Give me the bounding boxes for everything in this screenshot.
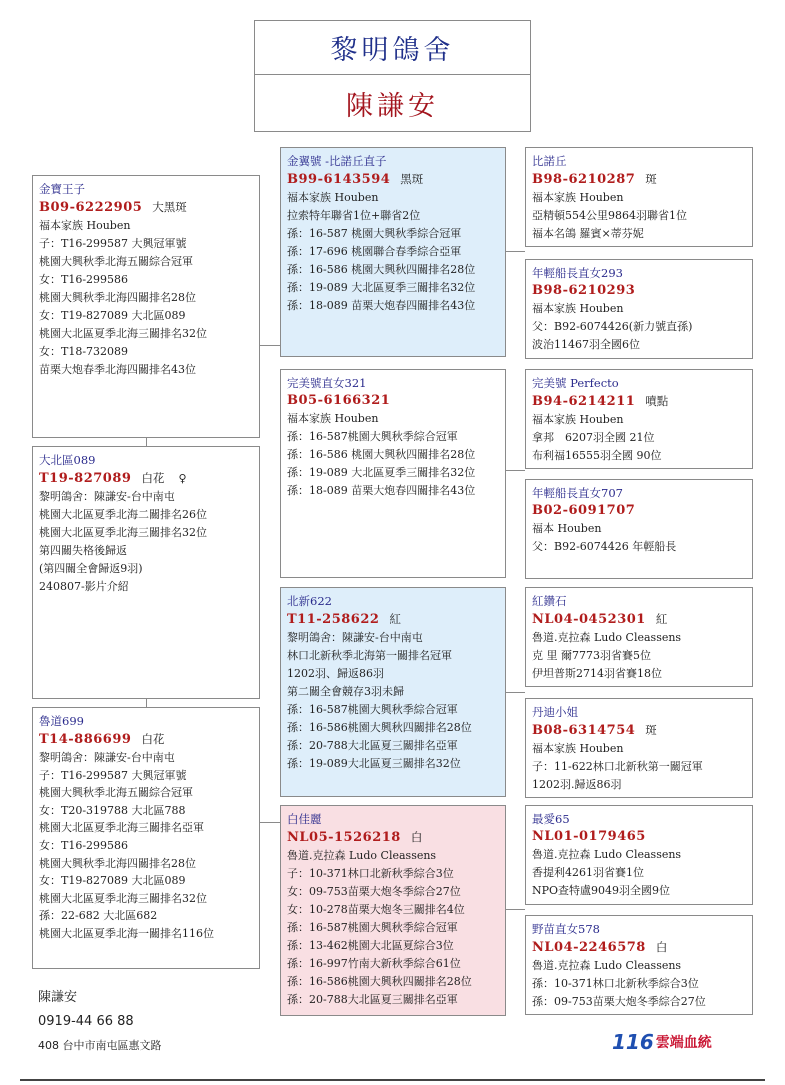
detail-line: 亞精頓554公里9864羽聯省1位 [532, 209, 687, 222]
detail-line: 孫：19-089 大北區夏季三關排名32位 [287, 281, 476, 294]
detail-line: 女：09-753苗栗大炮冬季綜合27位 [287, 885, 461, 898]
detail-line: 桃園大興秋季北海五關綜合冠軍 [39, 786, 193, 800]
logo-text: 雲端血統 [655, 1035, 712, 1051]
detail-line: 布利福16555羽全國 90位 [532, 449, 662, 462]
ring-number: NL05-1526218 [287, 830, 401, 845]
pigeon-color: 紅 [655, 612, 668, 626]
detail-line: 魯道.克拉森 Ludo Cleassens [532, 959, 682, 972]
ring-number: NL04-2246578 [532, 940, 646, 955]
pigeon-details [287, 410, 499, 500]
pigeon-color: 黑斑 [400, 172, 424, 186]
detail-line: 桃園大北區夏季北海三關排名32位 [39, 327, 207, 340]
sex-icon: ♀ [178, 472, 187, 485]
detail-line: 子：T16-299587 大興冠軍號 [39, 237, 187, 250]
detail-line: 孫：19-089大北區夏三關排名32位 [287, 757, 461, 770]
pigeon-card-dam-sire [280, 587, 506, 797]
pigeon-name: 野苗直女578 [532, 922, 600, 936]
ring-number: T19-827089 [39, 471, 132, 486]
detail-line: 女：T18-732089 [39, 345, 129, 358]
ring-number: B98-6210293 [532, 283, 636, 298]
pigeon-name: 金寶王子 [39, 182, 85, 196]
pigeon-details [287, 847, 499, 1009]
connector [259, 822, 281, 823]
pigeon-name: 年輕船長直女707 [532, 486, 623, 500]
detail-line: 福本 Houben [532, 522, 602, 535]
pigeon-card-sdd [525, 479, 753, 579]
detail-line: 桃園大北區夏季北海三關排名32位 [39, 526, 207, 539]
ring-number: NL01-0179465 [532, 829, 646, 844]
detail-line: 女：T16-299586 [39, 273, 129, 286]
pigeon-color: 紅 [389, 612, 401, 626]
pigeon-details [39, 217, 253, 379]
detail-line: 林口北新秋季北海第一關排名冠軍 [287, 649, 452, 662]
pigeon-color: 噴點 [645, 394, 669, 408]
connector [505, 470, 525, 471]
owner-phone: 0919-44 66 88 [38, 1014, 134, 1029]
detail-line: 子：10-371林口北新秋季綜合3位 [287, 867, 454, 880]
detail-line: 父：B92-6074426 年輕船長 [532, 540, 677, 553]
pigeon-name: 魯道699 [39, 714, 84, 728]
detail-line: (第四關全會歸返9羽) [39, 562, 143, 575]
detail-line: 桃園大興秋季北海四關排名28位 [39, 291, 196, 304]
detail-line: 魯道.克拉森 Ludo Cleassens [532, 848, 682, 861]
pigeon-name: 丹迪小姐 [532, 705, 578, 719]
ring-number: B99-6143594 [287, 172, 391, 187]
pigeon-card-sss [525, 147, 753, 247]
loft-name: 黎明鴿舍 [255, 21, 530, 75]
detail-line: 孫：19-089 大北區夏季三關排名32位 [287, 466, 476, 479]
detail-line: 孫：16-587桃園大興秋季綜合冠軍 [287, 430, 458, 443]
pigeon-card-sds [525, 369, 753, 469]
detail-line: 黎明鴿舍：陳謙安-台中南屯 [39, 751, 175, 764]
detail-line: 拿邦 6207羽全國 21位 [532, 431, 655, 444]
header-box [254, 20, 531, 132]
pigeon-name: 年輕船長直女293 [532, 266, 623, 280]
pigeon-card-sire-dam [280, 369, 506, 578]
detail-line: 孫：22-682 大北區682 [39, 909, 158, 923]
detail-line: 魯道.克拉森 Ludo Cleassens [532, 631, 682, 644]
pigeon-name: 比諾丘 [532, 154, 567, 168]
detail-line: 桃園大興秋季北海五關綜合冠軍 [39, 255, 193, 268]
detail-line: 桃園大北區夏季北海三關排名32位 [39, 891, 207, 905]
detail-line: 孫：13-462桃園大北區夏綜合3位 [287, 939, 454, 952]
detail-line: 女：10-278苗栗大炮冬三關排名4位 [287, 903, 465, 916]
detail-line: 子：T16-299587 大興冠軍號 [39, 768, 187, 782]
detail-line: 伊坦普斯2714羽省賽18位 [532, 667, 662, 680]
detail-line: 孫：16-586 桃園大興秋四關排名28位 [287, 263, 476, 276]
pigeon-card-sire [32, 175, 260, 438]
ring-number: T14-886699 [39, 732, 132, 747]
pigeon-name: 紅鑽石 [532, 594, 567, 608]
pigeon-name: 大北區089 [39, 453, 96, 467]
pigeon-name: 金翼號 -比諾丘直子 [287, 154, 387, 168]
pigeon-card-dam [32, 707, 260, 969]
pigeon-name: 白佳麗 [287, 812, 322, 826]
pigeon-details [287, 189, 499, 315]
owner-contact-name: 陳謙安 [38, 990, 78, 1005]
detail-line: 孫：17-696 桃園聯合春季綜合亞軍 [287, 245, 462, 258]
detail-line: 女：T16-299586 [39, 838, 129, 852]
detail-line: 第二關全會競存3羽未歸 [287, 685, 404, 698]
detail-line: 孫：16-587桃園大興秋季綜合冠軍 [287, 703, 458, 716]
logo-number: 116 [612, 1030, 654, 1054]
connector [505, 692, 525, 693]
detail-line: 孫：18-089 苗栗大炮春四關排名43位 [287, 299, 476, 312]
detail-line: 女：T19-827089 大北區089 [39, 309, 186, 322]
detail-line: 孫：16-587 桃園大興秋季綜合冠軍 [287, 227, 462, 240]
pigeon-details [39, 488, 253, 596]
pigeon-card-dam-dam [280, 805, 506, 1016]
detail-line: 克 里 爾7773羽省賽5位 [532, 649, 651, 662]
pigeon-card-dsd [525, 698, 753, 798]
owner-name: 陳謙安 [346, 91, 439, 122]
pigeon-name: 北新622 [287, 594, 332, 608]
detail-line: 孫：20-788大北區夏三關排名亞軍 [287, 739, 458, 752]
pigeon-name: 完美號直女321 [287, 376, 367, 390]
pigeon-card-ddd [525, 915, 753, 1015]
detail-line: 拉索特年聯省1位+聯省2位 [287, 209, 421, 222]
detail-line: 福本家族 Houben [39, 219, 131, 232]
connector [505, 909, 525, 910]
detail-line: 孫：16-586桃園大興秋四關排名28位 [287, 721, 472, 734]
ring-number: B02-6091707 [532, 503, 636, 518]
owner-contact [38, 986, 162, 1058]
detail-line: 1202羽、歸返86羽 [287, 667, 384, 680]
detail-line: 波治11467羽全國6位 [532, 338, 640, 351]
detail-line: 福本家族 Houben [287, 191, 379, 204]
detail-line: 黎明鴿舍：陳謙安-台中南屯 [287, 631, 423, 644]
bottom-divider [20, 1079, 765, 1081]
detail-line: 福本家族 Houben [532, 302, 624, 315]
pigeon-details [287, 629, 499, 773]
pigeon-color: 白 [410, 830, 423, 844]
pigeon-color: 大黑斑 [152, 200, 187, 214]
pigeon-color: 斑 [645, 172, 657, 186]
pigeon-color: 白 [655, 940, 668, 954]
connector [146, 437, 147, 446]
detail-line: 子：11-622林口北新秋第一關冠軍 [532, 760, 703, 773]
detail-line: 福本家族 Houben [532, 413, 624, 426]
detail-line: 父：B92-6074426(新力號直孫) [532, 320, 693, 333]
pigeon-details [39, 749, 253, 943]
ring-number: B98-6210287 [532, 172, 636, 187]
detail-line: NPO查特盧9049羽全國9位 [532, 884, 671, 897]
detail-line: 240807-影片介紹 [39, 580, 129, 593]
pigeon-card-dds [525, 805, 753, 905]
pigeon-card-ssd [525, 259, 753, 359]
connector [259, 345, 281, 346]
pigeon-color: 白花 [141, 471, 165, 485]
detail-line: 孫：16-586 桃園大興秋四關排名28位 [287, 448, 476, 461]
detail-line: 孫：16-997竹南大新秋季綜合61位 [287, 957, 461, 970]
detail-line: 孫：16-587桃園大興秋季綜合冠軍 [287, 921, 458, 934]
detail-line: 福本家族 Houben [287, 412, 379, 425]
ring-number: T11-258622 [287, 612, 380, 627]
cloud-pedigree-logo [612, 1030, 712, 1054]
ring-number: B94-6214211 [532, 394, 636, 409]
detail-line: 第四關失格後歸返 [39, 544, 127, 557]
pigeon-card-dss [525, 587, 753, 687]
detail-line: 苗栗大炮春季北海四關排名43位 [39, 363, 196, 376]
detail-line: 1202羽.歸返86羽 [532, 778, 622, 791]
pigeon-name: 完美號 Perfecto [532, 376, 619, 390]
detail-line: 魯道.克拉森 Ludo Cleassens [287, 849, 437, 862]
detail-line: 孫：20-788大北區夏三關排名亞軍 [287, 993, 458, 1006]
ring-number: NL04-0452301 [532, 612, 646, 627]
detail-line: 福本名鴿 羅賓×蒂芬妮 [532, 227, 644, 240]
pigeon-color: 白花 [141, 732, 165, 746]
detail-line: 孫：10-371林口北新秋季綜合3位 [532, 977, 699, 990]
detail-line: 桃園大興秋季北海四關排名28位 [39, 856, 196, 870]
ring-number: B09-6222905 [39, 200, 143, 215]
detail-line: 孫：16-586桃園大興秋四關排名28位 [287, 975, 472, 988]
ring-number: B08-6314754 [532, 723, 636, 738]
ring-number: B05-6166321 [287, 393, 391, 408]
detail-line: 孫：18-089 苗栗大炮春四關排名43位 [287, 484, 476, 497]
connector [146, 698, 147, 707]
pigeon-card-sire-sire [280, 147, 506, 357]
detail-line: 女：T20-319788 大北區788 [39, 803, 186, 817]
owner-address: 408 台中市南屯區惠文路 [38, 1039, 162, 1052]
detail-line: 女：T19-827089 大北區089 [39, 874, 186, 888]
detail-line: 孫：09-753苗栗大炮冬季綜合27位 [532, 995, 706, 1008]
detail-line: 桃園大北區夏季北海三關排名亞軍 [39, 821, 204, 835]
pigeon-color: 斑 [645, 723, 657, 737]
detail-line: 桃園大北區夏季北海二關排名26位 [39, 508, 207, 521]
detail-line: 香提利4261羽省賽1位 [532, 866, 644, 879]
pigeon-name: 最愛65 [532, 812, 570, 826]
detail-line: 福本家族 Houben [532, 742, 624, 755]
connector [505, 251, 525, 252]
pigeon-card-main [32, 446, 260, 699]
detail-line: 桃園大北區夏季北海一關排名116位 [39, 926, 214, 940]
detail-line: 福本家族 Houben [532, 191, 624, 204]
detail-line: 黎明鴿舍：陳謙安-台中南屯 [39, 490, 175, 503]
